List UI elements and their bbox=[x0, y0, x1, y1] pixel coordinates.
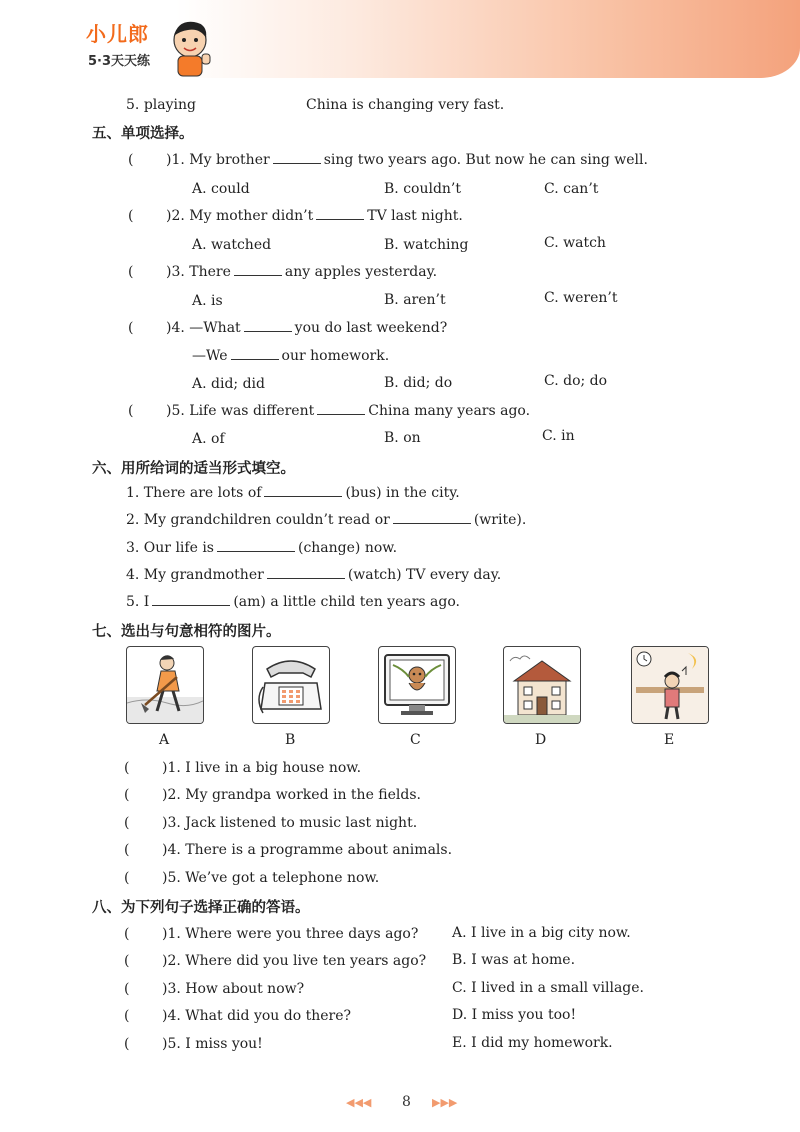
s8-item-1-question: )1. Where were you three days ago? bbox=[162, 926, 419, 942]
prev-tail-num: 5. bbox=[126, 97, 140, 113]
picture-label-a: A bbox=[159, 732, 170, 748]
brand-subtitle: 5·3天天练 bbox=[88, 54, 151, 69]
answer-blank[interactable] bbox=[316, 207, 364, 220]
s8-item-3-question: )3. How about now? bbox=[162, 981, 305, 997]
s5-q4-paren: ( bbox=[128, 320, 134, 336]
s7-item-1: )1. I live in a big house now. bbox=[162, 760, 362, 776]
s5-q1-option-a[interactable]: A. could bbox=[192, 181, 250, 197]
section5-title: 五、单项选择。 bbox=[92, 126, 194, 142]
s8-item-2-question: )2. Where did you live ten years ago? bbox=[162, 953, 427, 969]
s6-item-1: 1. There are lots of (bus) in the city. bbox=[126, 485, 460, 501]
s8-answer-e: E. I did my homework. bbox=[452, 1035, 613, 1051]
s5-q2-stem: )2. My mother didn’t TV last night. bbox=[166, 208, 463, 224]
s7-item-1-paren: ( bbox=[124, 760, 130, 776]
answer-blank[interactable] bbox=[267, 566, 345, 579]
s7-item-5: )5. We’ve got a telephone now. bbox=[162, 870, 380, 886]
picture-label-c: C bbox=[410, 732, 421, 748]
s5-q1-option-c[interactable]: C. can’t bbox=[544, 181, 599, 197]
page-footer bbox=[0, 1096, 800, 1116]
s8-item-5-question: )5. I miss you! bbox=[162, 1036, 263, 1052]
answer-blank[interactable] bbox=[152, 593, 230, 606]
answer-blank[interactable] bbox=[244, 319, 292, 332]
prev-tail-sentence: China is changing very fast. bbox=[306, 97, 505, 113]
s8-item-2-paren: ( bbox=[124, 953, 130, 969]
s8-item-1-paren: ( bbox=[124, 926, 130, 942]
page-number: 8 bbox=[402, 1094, 411, 1110]
section6-title: 六、用所给词的适当形式填空。 bbox=[92, 461, 295, 477]
answer-blank[interactable] bbox=[317, 402, 365, 415]
s7-item-3: )3. Jack listened to music last night. bbox=[162, 815, 418, 831]
s8-answer-d: D. I miss you too! bbox=[452, 1007, 577, 1023]
s6-item-2: 2. My grandchildren couldn’t read or (write). bbox=[126, 512, 527, 528]
prev-arrows-icon: ◀◀◀ bbox=[346, 1096, 372, 1109]
s5-q3-stem: )3. There any apples yesterday. bbox=[166, 264, 438, 280]
s5-q3-option-c[interactable]: C. weren’t bbox=[544, 290, 618, 306]
s5-q1-paren: ( bbox=[128, 152, 134, 168]
s8-answer-a: A. I live in a big city now. bbox=[452, 925, 631, 941]
answer-blank[interactable] bbox=[217, 539, 295, 552]
prev-tail-word: playing bbox=[143, 97, 196, 113]
s5-q2-option-b[interactable]: B. watching bbox=[384, 237, 469, 253]
boy-thumbs-up-icon bbox=[164, 18, 214, 78]
s8-answer-c: C. I lived in a small village. bbox=[452, 980, 644, 996]
s7-item-5-paren: ( bbox=[124, 870, 130, 886]
s8-item-4-paren: ( bbox=[124, 1008, 130, 1024]
s5-q2-option-a[interactable]: A. watched bbox=[192, 237, 272, 253]
answer-blank[interactable] bbox=[273, 151, 321, 164]
s5-q1-option-b[interactable]: B. couldn’t bbox=[384, 181, 462, 197]
s5-q5-paren: ( bbox=[128, 403, 134, 419]
s5-q4-line2: —We our homework. bbox=[192, 348, 390, 364]
s5-q4-option-a[interactable]: A. did; did bbox=[192, 376, 265, 392]
boy-listening-music-icon bbox=[631, 646, 709, 724]
tv-monkey-icon bbox=[378, 646, 456, 724]
s5-q2-paren: ( bbox=[128, 208, 134, 224]
s5-q5-option-c[interactable]: C. in bbox=[542, 428, 575, 444]
s5-q4-option-c[interactable]: C. do; do bbox=[544, 373, 608, 389]
brand-logo bbox=[86, 18, 226, 80]
s6-item-4: 4. My grandmother (watch) TV every day. bbox=[126, 567, 502, 583]
brand-title: 小儿郎 bbox=[86, 22, 149, 46]
answer-blank[interactable] bbox=[231, 347, 279, 360]
picture-label-d: D bbox=[535, 732, 547, 748]
s5-q5-option-b[interactable]: B. on bbox=[384, 430, 421, 446]
next-arrows-icon: ▶▶▶ bbox=[432, 1096, 458, 1109]
s5-q3-paren: ( bbox=[128, 264, 134, 280]
s8-item-4-question: )4. What did you do there? bbox=[162, 1008, 352, 1024]
s5-q4-stem: )4. —What you do last weekend? bbox=[166, 320, 448, 336]
s7-item-3-paren: ( bbox=[124, 815, 130, 831]
s7-item-2: )2. My grandpa worked in the fields. bbox=[162, 787, 422, 803]
s5-q3-option-b[interactable]: B. aren’t bbox=[384, 292, 446, 308]
s7-item-4: )4. There is a programme about animals. bbox=[162, 842, 453, 858]
s5-q3-option-a[interactable]: A. is bbox=[192, 293, 223, 309]
s5-q2-option-c[interactable]: C. watch bbox=[544, 235, 606, 251]
s8-item-5-paren: ( bbox=[124, 1036, 130, 1052]
s5-q5-option-a[interactable]: A. of bbox=[192, 431, 225, 447]
s6-item-5: 5. I (am) a little child ten years ago. bbox=[126, 594, 460, 610]
s5-q1-stem: )1. My brother sing two years ago. But now he can sing well. bbox=[166, 152, 648, 168]
section8-title: 八、为下列句子选择正确的答语。 bbox=[92, 900, 310, 916]
s5-q5-stem: )5. Life was different China many years ago. bbox=[166, 403, 531, 419]
answer-blank[interactable] bbox=[234, 263, 282, 276]
picture-label-b: B bbox=[285, 732, 296, 748]
s7-item-2-paren: ( bbox=[124, 787, 130, 803]
picture-label-e: E bbox=[664, 732, 675, 748]
answer-blank[interactable] bbox=[264, 484, 342, 497]
section7-title: 七、选出与句意相符的图片。 bbox=[92, 624, 281, 640]
farmer-working-icon bbox=[126, 646, 204, 724]
s5-q4-option-b[interactable]: B. did; do bbox=[384, 375, 453, 391]
telephone-icon bbox=[252, 646, 330, 724]
s7-item-4-paren: ( bbox=[124, 842, 130, 858]
big-house-icon bbox=[503, 646, 581, 724]
answer-blank[interactable] bbox=[393, 511, 471, 524]
s8-answer-b: B. I was at home. bbox=[452, 952, 576, 968]
s8-item-3-paren: ( bbox=[124, 981, 130, 997]
prev-tail-row bbox=[126, 96, 196, 114]
s6-item-3: 3. Our life is (change) now. bbox=[126, 540, 398, 556]
